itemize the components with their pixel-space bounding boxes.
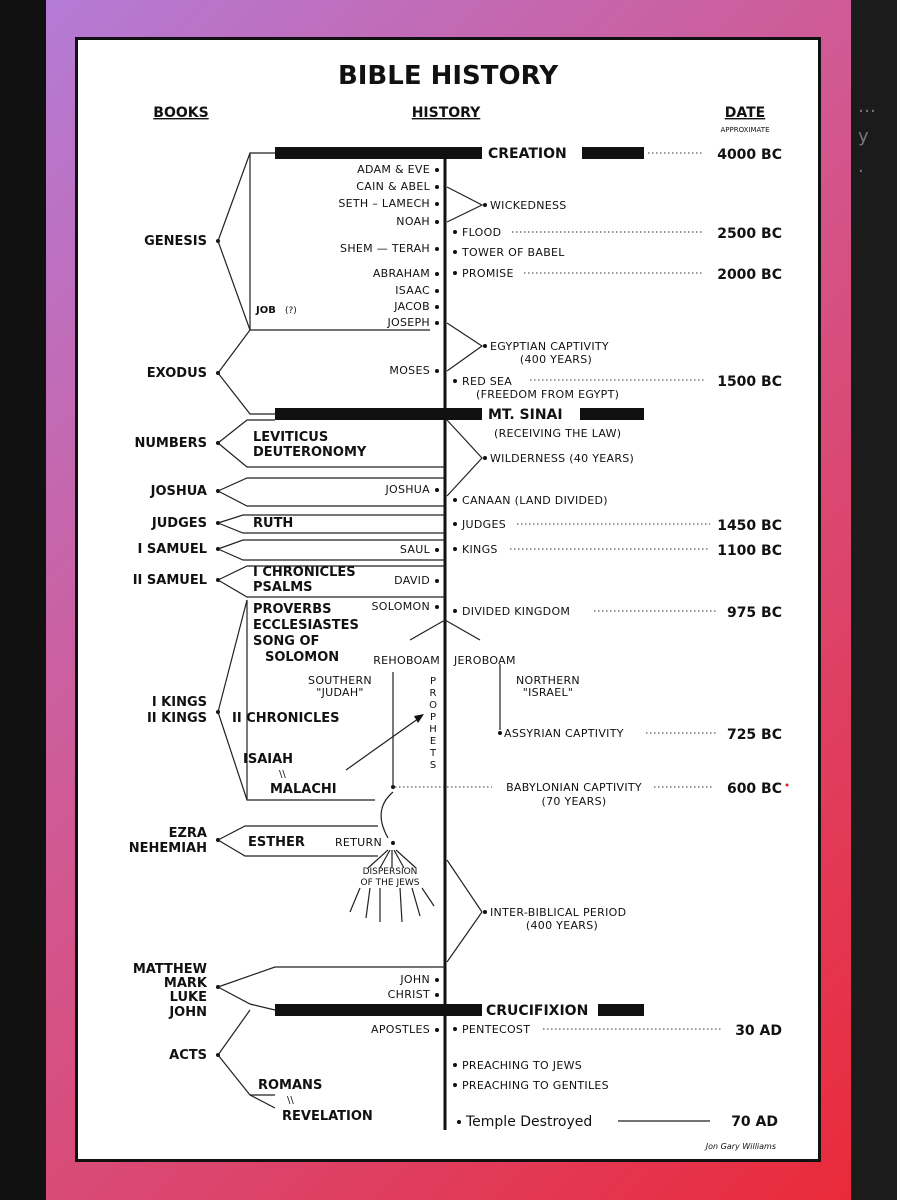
column-header-history: HISTORY xyxy=(411,105,481,121)
event-wilderness: WILDERNESS (40 YEARS) xyxy=(490,452,635,465)
label-dispersion-2: OF THE JEWS xyxy=(360,878,420,888)
label-christ: CHRIST xyxy=(387,988,430,1001)
label-noah: NOAH xyxy=(396,215,430,228)
creation-bar-left xyxy=(275,147,482,159)
equiv-mark-isaiah: \\ xyxy=(279,769,286,780)
event-judges: JUDGES xyxy=(462,518,507,531)
date-creation: 4000 BC xyxy=(717,147,782,163)
column-header-date: DATE xyxy=(724,105,766,121)
date-babylon: 600 BC xyxy=(726,781,782,797)
label-jacob: JACOB xyxy=(394,300,430,313)
prophets-letter: P xyxy=(429,712,437,723)
book-deuteronomy: DEUTERONOMY xyxy=(253,445,367,460)
label-cain-abel: CAIN & ABEL xyxy=(356,180,430,193)
book-luke: LUKE xyxy=(169,990,207,1005)
event-divided: DIVIDED KINGDOM xyxy=(462,605,571,618)
book-job: JOB xyxy=(256,305,276,316)
event-temple: Temple Destroyed xyxy=(466,1114,593,1130)
red-dot-mark xyxy=(786,784,789,787)
label-joseph: JOSEPH xyxy=(387,316,430,329)
chart-title: BIBLE HISTORY xyxy=(337,61,559,91)
date-kings: 1100 BC xyxy=(717,543,782,559)
background-text-line: … xyxy=(858,96,876,117)
label-judah: "JUDAH" xyxy=(316,686,364,699)
sinai-sub: (RECEIVING THE LAW) xyxy=(494,427,622,440)
event-babylon-2: (70 YEARS) xyxy=(541,795,607,808)
book-john: JOHN xyxy=(169,1005,207,1020)
book-matthew: MATTHEW xyxy=(132,962,207,977)
book-ezra: EZRA xyxy=(168,826,207,841)
event-interbiblical-1: INTER-BIBLICAL PERIOD xyxy=(490,906,627,919)
book-judges: JUDGES xyxy=(151,516,207,531)
label-return: RETURN xyxy=(334,836,382,849)
label-moses: MOSES xyxy=(389,364,430,377)
book-isaiah: ISAIAH xyxy=(243,752,294,767)
crucifixion-bar-left xyxy=(275,1004,482,1016)
book-1-samuel: I SAMUEL xyxy=(137,542,207,557)
book-esther: ESTHER xyxy=(248,835,305,850)
book-1-kings: I KINGS xyxy=(151,695,207,710)
sinai-marker: MT. SINAI xyxy=(488,407,563,423)
book-exodus: EXODUS xyxy=(146,366,207,381)
event-babylon-1: BABYLONIAN CAPTIVITY xyxy=(506,781,642,794)
label-northern: NORTHERN xyxy=(516,674,580,687)
label-israel: "ISRAEL" xyxy=(522,686,574,699)
label-joshua-person: JOSHUA xyxy=(385,483,430,496)
prophets-letter: R xyxy=(429,688,437,699)
dates-column xyxy=(717,147,788,1130)
book-revelation: REVELATION xyxy=(282,1109,373,1124)
book-leviticus: LEVITICUS xyxy=(253,430,329,445)
label-shem-terah: SHEM — TERAH xyxy=(340,242,430,255)
event-redsea-2: (FREEDOM FROM EGYPT) xyxy=(476,388,620,401)
book-acts: ACTS xyxy=(169,1048,207,1063)
book-job-question: (?) xyxy=(285,306,297,316)
event-kings: KINGS xyxy=(462,543,498,556)
label-seth-lamech: SETH – LAMECH xyxy=(338,197,430,210)
sinai-bar-right xyxy=(580,408,644,420)
book-ecclesiastes: ECCLESIASTES xyxy=(253,618,359,633)
book-romans: ROMANS xyxy=(258,1078,323,1093)
book-1-chronicles: I CHRONICLES xyxy=(253,565,356,580)
creation-marker: CREATION xyxy=(488,146,567,162)
event-promise: PROMISE xyxy=(462,267,514,280)
label-abraham: ABRAHAM xyxy=(372,267,430,280)
arrow-isaiah-prophets xyxy=(346,716,422,770)
book-joshua: JOSHUA xyxy=(150,484,207,499)
crucifixion-bar-right xyxy=(598,1004,644,1016)
label-rehoboam: REHOBOAM xyxy=(373,654,440,667)
label-solomon: SOLOMON xyxy=(371,600,430,613)
book-2-chronicles: II CHRONICLES xyxy=(232,711,340,726)
event-canaan: CANAAN (LAND DIVIDED) xyxy=(462,494,608,507)
label-apostles: APOSTLES xyxy=(371,1023,430,1036)
label-saul: SAUL xyxy=(399,543,430,556)
date-promise: 2000 BC xyxy=(717,267,782,283)
label-david: DAVID xyxy=(394,574,430,587)
crucifixion-marker: CRUCIFIXION xyxy=(486,1003,589,1019)
event-assyrian: ASSYRIAN CAPTIVITY xyxy=(504,727,624,740)
date-temple: 70 AD xyxy=(731,1114,778,1130)
book-mark: MARK xyxy=(163,976,207,991)
prophets-letter: P xyxy=(429,676,437,687)
label-adam-eve: ADAM & EVE xyxy=(357,163,430,176)
book-genesis: GENESIS xyxy=(144,234,207,249)
date-redsea: 1500 BC xyxy=(717,374,782,390)
date-divided: 975 BC xyxy=(726,605,782,621)
prophets-letter: H xyxy=(429,724,437,735)
date-pentecost: 30 AD xyxy=(735,1023,782,1039)
book-psalms: PSALMS xyxy=(253,580,313,595)
creation-bar-right xyxy=(582,147,644,159)
event-pentecost: PENTECOST xyxy=(462,1023,531,1036)
column-header-books: BOOKS xyxy=(153,105,209,121)
event-egypt-1: EGYPTIAN CAPTIVITY xyxy=(490,340,609,353)
book-proverbs: PROVERBS xyxy=(253,602,332,617)
book-ruth: RUTH xyxy=(253,516,294,531)
book-2-samuel: II SAMUEL xyxy=(132,573,207,588)
axis-dots-left xyxy=(435,168,439,1032)
equiv-mark-romans: \\ xyxy=(287,1095,294,1106)
label-dispersion-1: DISPERSION xyxy=(362,867,418,877)
event-flood: FLOOD xyxy=(462,226,502,239)
column-header-date-sub: APPROXIMATE xyxy=(720,126,770,134)
book-song-1: SONG OF xyxy=(253,634,320,649)
event-preach-gentiles: PREACHING TO GENTILES xyxy=(462,1079,609,1092)
book-numbers: NUMBERS xyxy=(134,436,207,451)
arrow-head xyxy=(414,714,424,723)
prophets-letter: E xyxy=(429,736,437,747)
prophets-letter: S xyxy=(429,760,437,771)
prophets-letter: T xyxy=(429,748,437,759)
sinai-bar-left xyxy=(275,408,482,420)
label-isaac: ISAAC xyxy=(395,284,430,297)
event-egypt-2: (400 YEARS) xyxy=(519,353,593,366)
date-flood: 2500 BC xyxy=(717,226,782,242)
label-southern: SOUTHERN xyxy=(308,674,372,687)
label-jeroboam: JEROBOAM xyxy=(454,654,516,667)
book-nehemiah: NEHEMIAH xyxy=(128,841,207,856)
event-preach-jews: PREACHING TO JEWS xyxy=(462,1059,583,1072)
label-prophets-vertical xyxy=(429,676,437,771)
event-babel: TOWER OF BABEL xyxy=(462,246,565,259)
book-song-2: SOLOMON xyxy=(265,650,340,665)
label-john-baptist: JOHN xyxy=(400,973,430,986)
date-assyrian: 725 BC xyxy=(726,727,782,743)
prophets-letter: O xyxy=(429,700,437,711)
background-text-line: . xyxy=(858,156,864,177)
book-2-kings: II KINGS xyxy=(146,711,207,726)
event-interbiblical-2: (400 YEARS) xyxy=(525,919,599,932)
credit-text: Jon Gary Williams xyxy=(705,1142,776,1151)
event-redsea-1: RED SEA xyxy=(462,375,513,388)
date-judges: 1450 BC xyxy=(717,518,782,534)
background-text-line: y xyxy=(858,126,869,147)
book-malachi: MALACHI xyxy=(270,782,337,797)
event-wickedness: WICKEDNESS xyxy=(490,199,567,212)
